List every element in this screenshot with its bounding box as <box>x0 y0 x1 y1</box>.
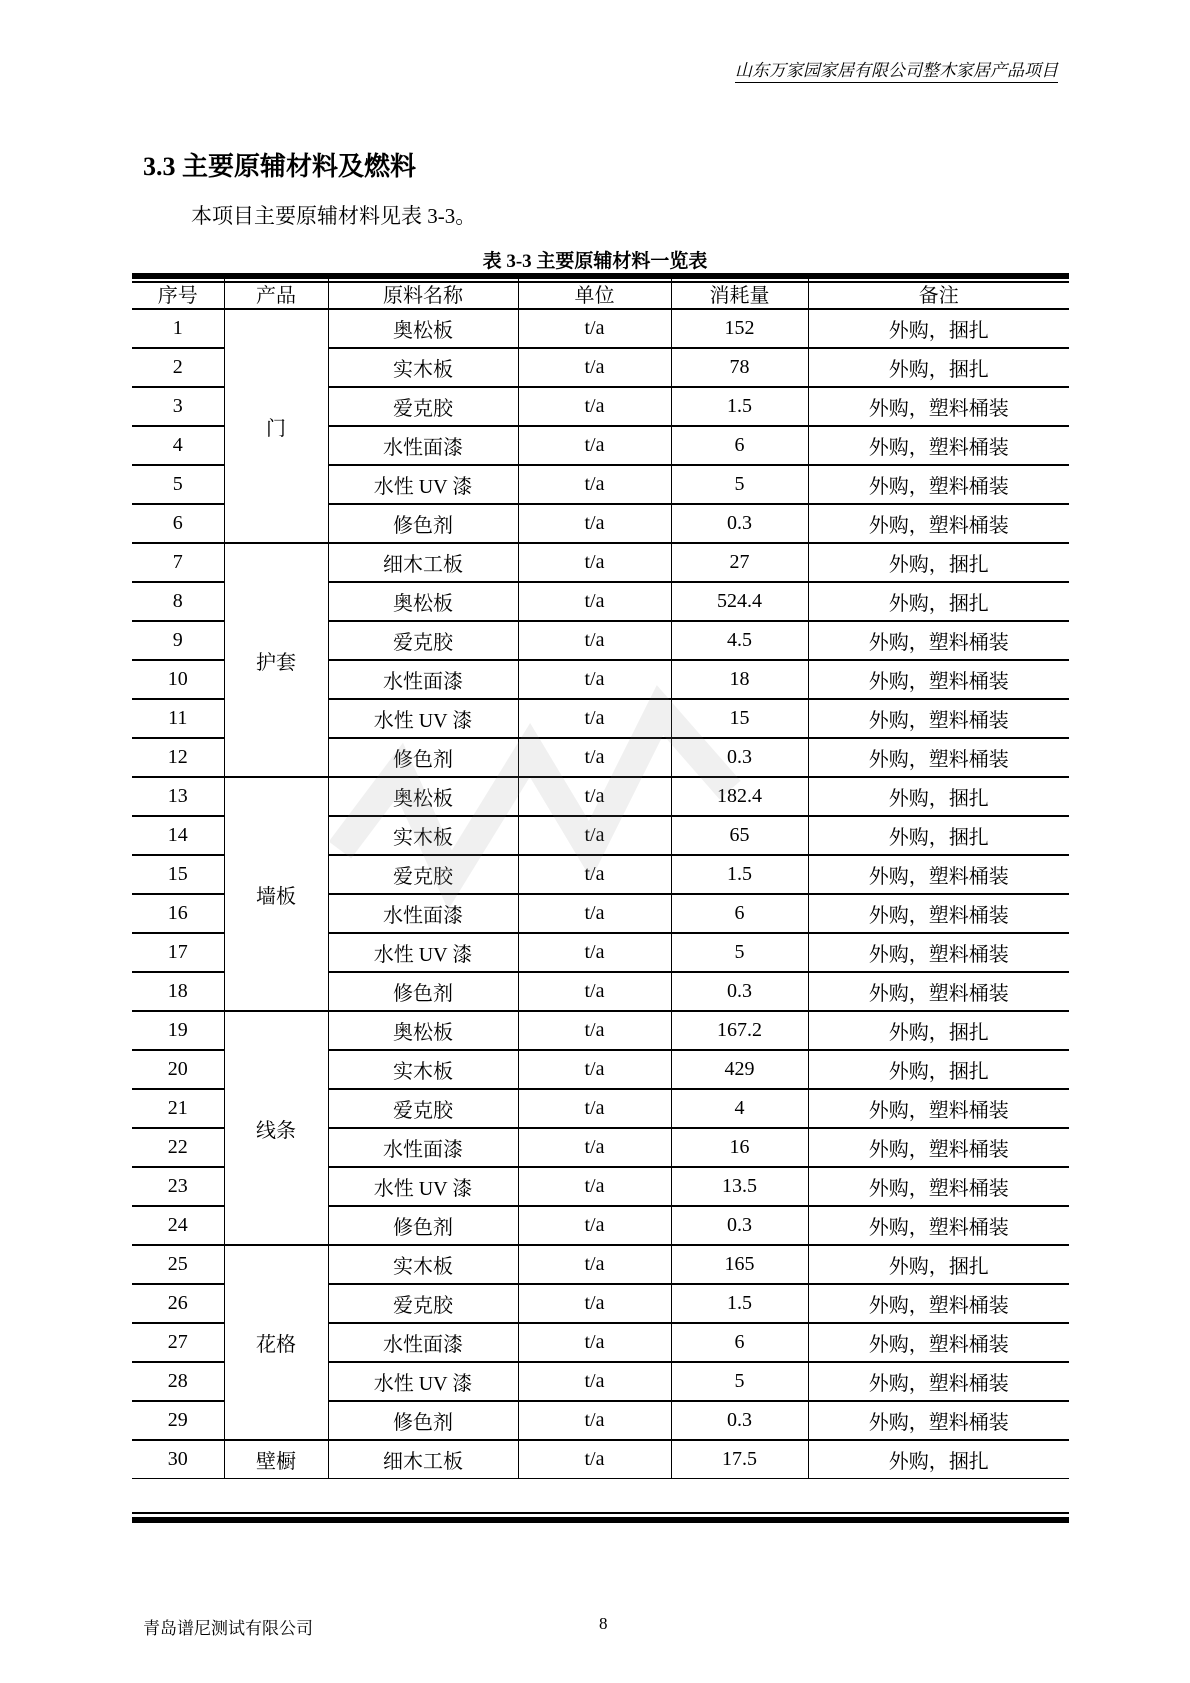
cell-product: 门 <box>224 309 328 543</box>
cell-remark: 外购，捆扎 <box>808 309 1069 348</box>
cell-material: 爱克胶 <box>328 387 518 426</box>
cell-index: 18 <box>132 972 224 1011</box>
cell-index: 12 <box>132 738 224 777</box>
cell-unit: t/a <box>518 465 671 504</box>
cell-remark: 外购，塑料桶装 <box>808 465 1069 504</box>
cell-consumption: 0.3 <box>671 972 808 1011</box>
cell-unit: t/a <box>518 621 671 660</box>
column-header: 序号 <box>132 277 224 309</box>
cell-consumption: 5 <box>671 1362 808 1401</box>
cell-remark: 外购，塑料桶装 <box>808 426 1069 465</box>
cell-index: 19 <box>132 1011 224 1050</box>
running-header: 山东万家园家居有限公司整木家居产品项目 <box>735 56 1058 83</box>
footer-company: 青岛谱尼测试有限公司 <box>143 1619 313 1638</box>
cell-index: 21 <box>132 1089 224 1128</box>
cell-unit: t/a <box>518 699 671 738</box>
cell-consumption: 1.5 <box>671 855 808 894</box>
cell-consumption: 1.5 <box>671 1284 808 1323</box>
cell-remark: 外购，捆扎 <box>808 777 1069 816</box>
cell-index: 17 <box>132 933 224 972</box>
cell-index: 10 <box>132 660 224 699</box>
cell-consumption: 524.4 <box>671 582 808 621</box>
cell-unit: t/a <box>518 1245 671 1284</box>
cell-material: 细木工板 <box>328 543 518 582</box>
cell-material: 实木板 <box>328 1245 518 1284</box>
cell-consumption: 18 <box>671 660 808 699</box>
cell-remark: 外购，塑料桶装 <box>808 1128 1069 1167</box>
cell-unit: t/a <box>518 543 671 582</box>
cell-remark: 外购，塑料桶装 <box>808 1089 1069 1128</box>
watermark-logo <box>330 650 750 910</box>
cell-material: 水性 UV 漆 <box>328 699 518 738</box>
cell-index: 14 <box>132 816 224 855</box>
cell-unit: t/a <box>518 348 671 387</box>
cell-index: 23 <box>132 1167 224 1206</box>
cell-remark: 外购，塑料桶装 <box>808 738 1069 777</box>
cell-unit: t/a <box>518 816 671 855</box>
cell-unit: t/a <box>518 504 671 543</box>
cell-index: 20 <box>132 1050 224 1089</box>
cell-material: 爱克胶 <box>328 1089 518 1128</box>
cell-consumption: 4 <box>671 1089 808 1128</box>
cell-unit: t/a <box>518 933 671 972</box>
cell-unit: t/a <box>518 855 671 894</box>
cell-remark: 外购，塑料桶装 <box>808 387 1069 426</box>
cell-unit: t/a <box>518 1128 671 1167</box>
cell-remark: 外购，捆扎 <box>808 582 1069 621</box>
cell-unit: t/a <box>518 1167 671 1206</box>
cell-material: 水性面漆 <box>328 894 518 933</box>
cell-index: 13 <box>132 777 224 816</box>
cell-remark: 外购，塑料桶装 <box>808 699 1069 738</box>
cell-product: 壁橱 <box>224 1440 328 1479</box>
cell-remark: 外购，捆扎 <box>808 1440 1069 1479</box>
column-header: 消耗量 <box>671 277 808 309</box>
cell-remark: 外购，塑料桶装 <box>808 1284 1069 1323</box>
cell-material: 水性面漆 <box>328 1128 518 1167</box>
cell-material: 修色剂 <box>328 1401 518 1440</box>
cell-index: 24 <box>132 1206 224 1245</box>
cell-index: 3 <box>132 387 224 426</box>
cell-material: 水性 UV 漆 <box>328 465 518 504</box>
cell-remark: 外购，捆扎 <box>808 348 1069 387</box>
column-header: 产品 <box>224 277 328 309</box>
cell-unit: t/a <box>518 894 671 933</box>
cell-unit: t/a <box>518 1362 671 1401</box>
cell-material: 奥松板 <box>328 777 518 816</box>
cell-unit: t/a <box>518 1089 671 1128</box>
cell-remark: 外购，塑料桶装 <box>808 972 1069 1011</box>
cell-index: 27 <box>132 1323 224 1362</box>
cell-remark: 外购，塑料桶装 <box>808 933 1069 972</box>
cell-remark: 外购，塑料桶装 <box>808 660 1069 699</box>
cell-remark: 外购，捆扎 <box>808 816 1069 855</box>
cell-consumption: 5 <box>671 933 808 972</box>
cell-consumption: 0.3 <box>671 1206 808 1245</box>
cell-consumption: 167.2 <box>671 1011 808 1050</box>
cell-material: 水性面漆 <box>328 660 518 699</box>
cell-remark: 外购，塑料桶装 <box>808 1362 1069 1401</box>
cell-consumption: 15 <box>671 699 808 738</box>
cell-remark: 外购，捆扎 <box>808 1050 1069 1089</box>
cell-index: 16 <box>132 894 224 933</box>
cell-unit: t/a <box>518 1050 671 1089</box>
table-row <box>132 1440 1069 1479</box>
cell-material: 修色剂 <box>328 972 518 1011</box>
table-row <box>132 1011 1069 1050</box>
cell-material: 奥松板 <box>328 1011 518 1050</box>
cell-consumption: 27 <box>671 543 808 582</box>
cell-consumption: 182.4 <box>671 777 808 816</box>
cell-material: 实木板 <box>328 348 518 387</box>
page-number: 8 <box>599 1614 608 1633</box>
cell-remark: 外购，塑料桶装 <box>808 894 1069 933</box>
cell-remark: 外购，塑料桶装 <box>808 1401 1069 1440</box>
cell-index: 11 <box>132 699 224 738</box>
cell-product: 护套 <box>224 543 328 777</box>
cell-unit: t/a <box>518 972 671 1011</box>
cell-index: 28 <box>132 1362 224 1401</box>
cell-material: 奥松板 <box>328 582 518 621</box>
cell-index: 15 <box>132 855 224 894</box>
cell-index: 29 <box>132 1401 224 1440</box>
intro-paragraph: 本项目主要原辅材料见表 3-3。 <box>191 204 477 228</box>
table-header-row <box>132 277 1069 309</box>
cell-unit: t/a <box>518 777 671 816</box>
cell-unit: t/a <box>518 1323 671 1362</box>
cell-consumption: 6 <box>671 426 808 465</box>
table-bottom-rule-thin <box>132 1512 1069 1514</box>
cell-remark: 外购，塑料桶装 <box>808 855 1069 894</box>
cell-index: 8 <box>132 582 224 621</box>
cell-unit: t/a <box>518 1401 671 1440</box>
cell-unit: t/a <box>518 387 671 426</box>
cell-unit: t/a <box>518 1284 671 1323</box>
cell-index: 26 <box>132 1284 224 1323</box>
cell-material: 修色剂 <box>328 1206 518 1245</box>
cell-consumption: 429 <box>671 1050 808 1089</box>
cell-unit: t/a <box>518 1206 671 1245</box>
cell-consumption: 152 <box>671 309 808 348</box>
cell-material: 爱克胶 <box>328 1284 518 1323</box>
cell-index: 5 <box>132 465 224 504</box>
cell-index: 25 <box>132 1245 224 1284</box>
cell-consumption: 0.3 <box>671 504 808 543</box>
cell-index: 4 <box>132 426 224 465</box>
cell-consumption: 78 <box>671 348 808 387</box>
cell-material: 水性面漆 <box>328 1323 518 1362</box>
cell-material: 修色剂 <box>328 504 518 543</box>
cell-unit: t/a <box>518 309 671 348</box>
cell-remark: 外购，捆扎 <box>808 543 1069 582</box>
table-bottom-rule <box>132 1517 1069 1523</box>
cell-remark: 外购，捆扎 <box>808 1245 1069 1284</box>
cell-index: 22 <box>132 1128 224 1167</box>
cell-index: 1 <box>132 309 224 348</box>
cell-remark: 外购，捆扎 <box>808 1011 1069 1050</box>
section-title: 3.3 主要原辅材料及燃料 <box>143 152 417 181</box>
cell-consumption: 6 <box>671 894 808 933</box>
cell-consumption: 13.5 <box>671 1167 808 1206</box>
column-header: 备注 <box>808 277 1069 309</box>
cell-unit: t/a <box>518 1011 671 1050</box>
cell-index: 2 <box>132 348 224 387</box>
cell-index: 9 <box>132 621 224 660</box>
cell-product: 线条 <box>224 1011 328 1245</box>
cell-remark: 外购，塑料桶装 <box>808 504 1069 543</box>
table-row <box>132 309 1069 348</box>
cell-material: 水性 UV 漆 <box>328 1362 518 1401</box>
cell-index: 30 <box>132 1440 224 1479</box>
cell-consumption: 165 <box>671 1245 808 1284</box>
cell-material: 实木板 <box>328 816 518 855</box>
cell-material: 水性 UV 漆 <box>328 933 518 972</box>
cell-consumption: 16 <box>671 1128 808 1167</box>
cell-material: 奥松板 <box>328 309 518 348</box>
cell-consumption: 5 <box>671 465 808 504</box>
cell-remark: 外购，塑料桶装 <box>808 621 1069 660</box>
cell-consumption: 4.5 <box>671 621 808 660</box>
cell-unit: t/a <box>518 426 671 465</box>
cell-consumption: 0.3 <box>671 738 808 777</box>
cell-unit: t/a <box>518 582 671 621</box>
cell-material: 水性 UV 漆 <box>328 1167 518 1206</box>
cell-index: 6 <box>132 504 224 543</box>
cell-product: 墙板 <box>224 777 328 1011</box>
cell-unit: t/a <box>518 738 671 777</box>
cell-consumption: 6 <box>671 1323 808 1362</box>
table-row <box>132 1245 1069 1284</box>
cell-consumption: 65 <box>671 816 808 855</box>
cell-remark: 外购，塑料桶装 <box>808 1323 1069 1362</box>
cell-material: 实木板 <box>328 1050 518 1089</box>
cell-consumption: 17.5 <box>671 1440 808 1479</box>
cell-unit: t/a <box>518 660 671 699</box>
cell-remark: 外购，塑料桶装 <box>808 1206 1069 1245</box>
cell-product: 花格 <box>224 1245 328 1440</box>
cell-material: 水性面漆 <box>328 426 518 465</box>
column-header: 原料名称 <box>328 277 518 309</box>
column-header: 单位 <box>518 277 671 309</box>
table-caption: 表 3-3 主要原辅材料一览表 <box>482 251 708 272</box>
cell-unit: t/a <box>518 1440 671 1479</box>
table-row <box>132 543 1069 582</box>
cell-material: 修色剂 <box>328 738 518 777</box>
cell-material: 爱克胶 <box>328 621 518 660</box>
cell-consumption: 0.3 <box>671 1401 808 1440</box>
cell-index: 7 <box>132 543 224 582</box>
cell-remark: 外购，塑料桶装 <box>808 1167 1069 1206</box>
cell-consumption: 1.5 <box>671 387 808 426</box>
cell-material: 细木工板 <box>328 1440 518 1479</box>
cell-material: 爱克胶 <box>328 855 518 894</box>
